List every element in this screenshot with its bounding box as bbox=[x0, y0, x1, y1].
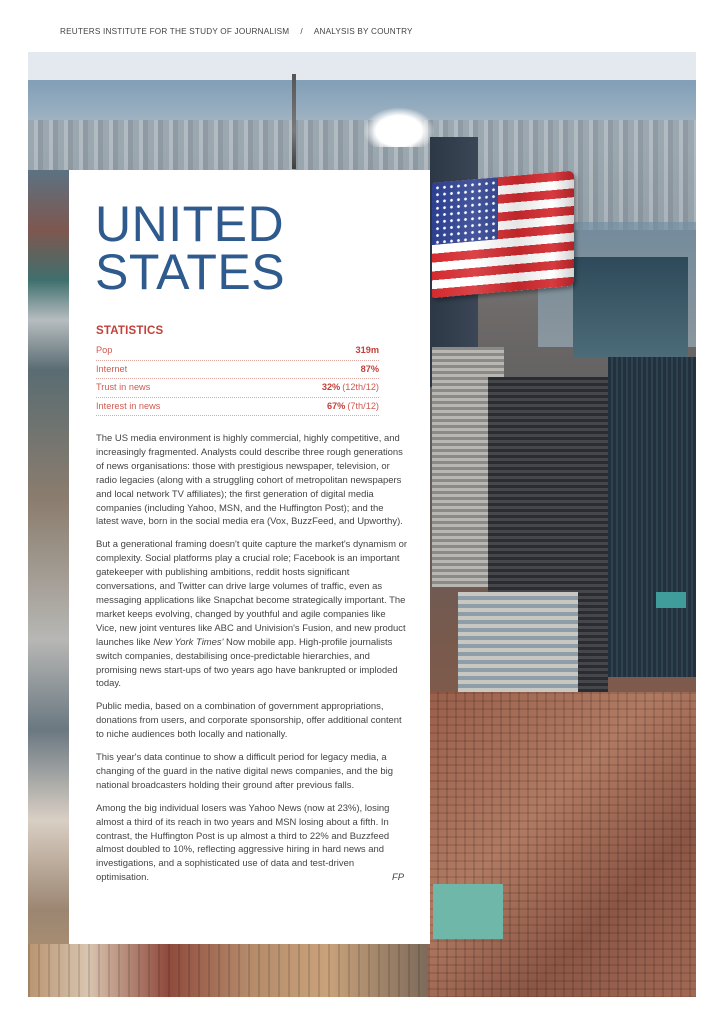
harbor-water bbox=[28, 80, 696, 120]
stat-row-population bbox=[96, 342, 379, 361]
breadcrumb-separator: / bbox=[300, 27, 303, 36]
publication-name: New York Times' bbox=[153, 636, 224, 648]
flag-wave-shading bbox=[432, 171, 574, 298]
stat-label: Pop bbox=[96, 345, 113, 355]
left-buildings bbox=[28, 170, 70, 997]
content-card bbox=[69, 170, 430, 944]
statistics-box bbox=[96, 325, 379, 416]
stat-row-trust bbox=[96, 379, 379, 398]
article-body bbox=[96, 432, 408, 894]
paragraph-3: Public media, based on a combination of government appropriations, donations from users, and corporate sponsorship, offer additional content to niche audiences both locally and nationally. bbox=[96, 701, 402, 741]
paragraph-5 bbox=[96, 802, 408, 885]
stat-rank: (12th/12) bbox=[342, 382, 379, 392]
paragraph-1: The US media environment is highly commercial, highly competitive, and increasingly fragmented. Analysts could describe three rough generations of news organisations: those with prestigious newspaper, television, or radio legacies (along with a struggling cohort of metropolitan newspapers and local network TV affiliates); the first generation of digital media companies (including Yahoo, MSN, and the Huffington Post); and the latest wave, born in the social media era (Vox, BuzzFeed, and Upworthy). bbox=[96, 433, 403, 528]
paragraph-2 bbox=[96, 538, 408, 691]
paragraph-4: This year's data continue to show a difficult period for legacy media, a changing of the guard in the native digital news companies, and the big national broadcasters holding their ground after previous falls. bbox=[96, 752, 393, 791]
teal-roof bbox=[656, 592, 686, 608]
teal-roof-large bbox=[433, 884, 503, 939]
us-flag-icon bbox=[432, 171, 574, 298]
stat-number: 87% bbox=[360, 363, 379, 374]
bottom-buildings bbox=[28, 944, 428, 997]
dark-glass-building bbox=[608, 357, 696, 677]
section-name: ANALYSIS BY COUNTRY bbox=[313, 27, 413, 36]
publisher-name: REUTERS INSTITUTE FOR THE STUDY OF JOURNALISM bbox=[60, 27, 290, 36]
stat-value bbox=[327, 398, 379, 416]
running-header bbox=[60, 27, 413, 36]
stat-row-internet bbox=[96, 361, 379, 380]
page-title bbox=[95, 196, 286, 300]
paragraph-5-text: Among the big individual losers was Yahoo News (now at 23%), losing almost a third of its reach in two years and MSN losing about a fifth. In contrast, the Huffington Post is up almost a third to 22% and Buzzfeed almost doubled to 10%, reflecting aggressive hiring in hard news and investigations, and a sophisticated use of data and test-driven optimisation. bbox=[96, 802, 390, 884]
stat-value bbox=[322, 379, 379, 397]
stat-value bbox=[356, 342, 380, 360]
stat-label: Trust in news bbox=[96, 382, 151, 392]
stat-rank: (7th/12) bbox=[347, 400, 379, 411]
stat-number: 319m bbox=[355, 345, 379, 355]
author-initials: FP bbox=[391, 872, 404, 884]
paragraph-2-text: But a generational framing doesn't quite capture the market's dynamism or complexity. Social platforms play a crucial role; Facebook is an important gatekeeper with publishing ambitions, reddit hosts significant conversations, and Twitter can drive large volumes of traffic, even as messaging applications like Snapchat become strategically important. The market keeps evolving, changed by youthful and agile companies like Vice, new joint ventures like ABC and Univision's Fusion, and new product launches like bbox=[96, 539, 408, 648]
building-spire bbox=[292, 74, 296, 169]
stat-number: 32% bbox=[321, 382, 341, 392]
title-line-1: UNITED bbox=[95, 196, 285, 252]
sky-haze bbox=[28, 52, 696, 80]
title-line-2: STATES bbox=[95, 244, 286, 300]
brick-buildings bbox=[428, 692, 696, 997]
stat-label: Internet bbox=[96, 363, 128, 374]
statistics-heading: STATISTICS bbox=[96, 325, 164, 337]
stat-row-interest bbox=[96, 398, 379, 417]
stat-number: 67% bbox=[326, 400, 346, 411]
paragraph-2-tail: Now mobile app. High-profile journalists switch companies, destabilising once-predictable hierarchies, and promising news start-ups of two years ago have bankrupted or imploded today. bbox=[96, 636, 398, 690]
glass-tower bbox=[573, 257, 688, 357]
stat-label: Interest in news bbox=[96, 400, 161, 411]
stat-value bbox=[361, 361, 379, 379]
steam-cloud bbox=[363, 107, 435, 147]
